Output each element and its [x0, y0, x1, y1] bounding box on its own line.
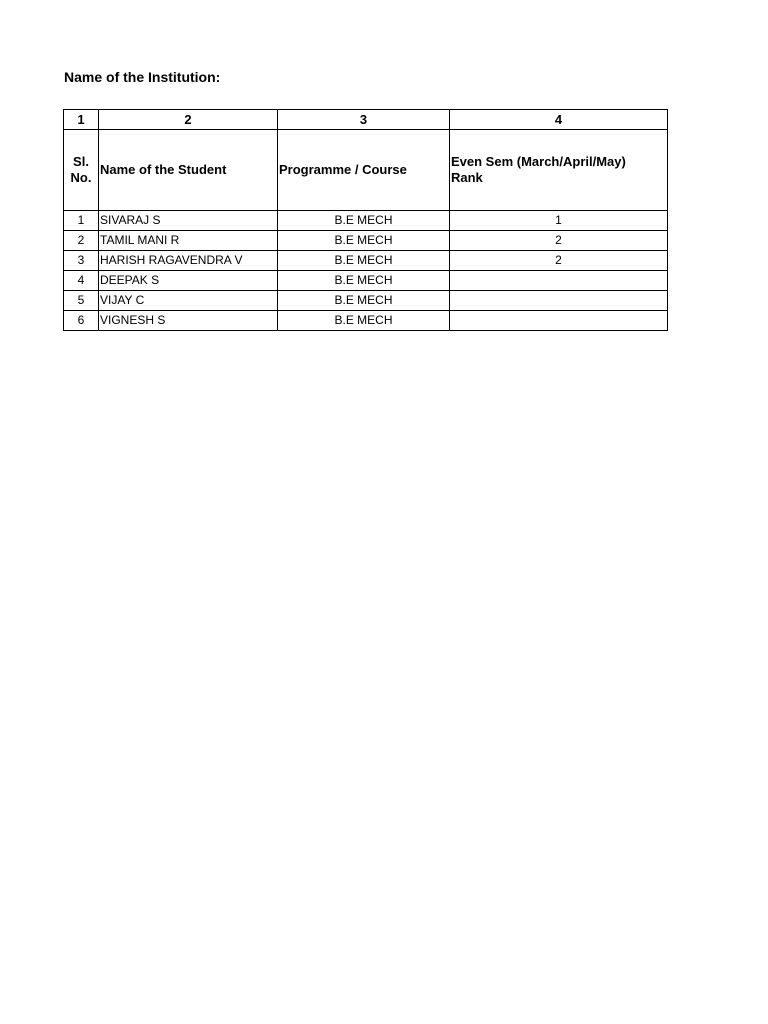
- table-row: [64, 211, 668, 231]
- rank-cell: [450, 271, 668, 291]
- column-number-cell: 2: [99, 110, 278, 130]
- sl-no-cell: 1: [64, 211, 99, 231]
- sl-no-header-line1: Sl.: [73, 154, 89, 169]
- table-row: [64, 231, 668, 251]
- sl-no-cell: 4: [64, 271, 99, 291]
- student-name-header: Name of the Student: [99, 130, 278, 211]
- table-body: [64, 211, 668, 331]
- student-name-cell: VIJAY C: [99, 291, 278, 311]
- programme-header: Programme / Course: [278, 130, 450, 211]
- table-row: [64, 271, 668, 291]
- rank-cell: 2: [450, 251, 668, 271]
- institution-label: Name of the Institution:: [64, 69, 221, 85]
- sl-no-header: [64, 130, 99, 211]
- student-name-cell: HARISH RAGAVENDRA V: [99, 251, 278, 271]
- table-row: [64, 311, 668, 331]
- programme-cell: B.E MECH: [278, 211, 450, 231]
- column-number-cell: 1: [64, 110, 99, 130]
- rank-cell: 1: [450, 211, 668, 231]
- student-name-cell: TAMIL MANI R: [99, 231, 278, 251]
- column-number-row: [64, 110, 668, 130]
- table-row: [64, 291, 668, 311]
- programme-cell: B.E MECH: [278, 231, 450, 251]
- header-row: [64, 130, 668, 211]
- student-name-cell: VIGNESH S: [99, 311, 278, 331]
- sl-no-header-line2: No.: [70, 170, 92, 185]
- sl-no-cell: 5: [64, 291, 99, 311]
- sl-no-cell: 2: [64, 231, 99, 251]
- column-number-cell: 4: [450, 110, 668, 130]
- programme-cell: B.E MECH: [278, 291, 450, 311]
- student-rank-table: [63, 109, 668, 331]
- programme-cell: B.E MECH: [278, 311, 450, 331]
- programme-cell: B.E MECH: [278, 251, 450, 271]
- sl-no-cell: 3: [64, 251, 99, 271]
- sl-no-cell: 6: [64, 311, 99, 331]
- rank-cell: [450, 291, 668, 311]
- rank-cell: 2: [450, 231, 668, 251]
- programme-cell: B.E MECH: [278, 271, 450, 291]
- student-name-cell: DEEPAK S: [99, 271, 278, 291]
- table-row: [64, 251, 668, 271]
- student-name-cell: SIVARAJ S: [99, 211, 278, 231]
- rank-cell: [450, 311, 668, 331]
- column-number-cell: 3: [278, 110, 450, 130]
- rank-header: Even Sem (March/April/May) Rank: [450, 130, 668, 211]
